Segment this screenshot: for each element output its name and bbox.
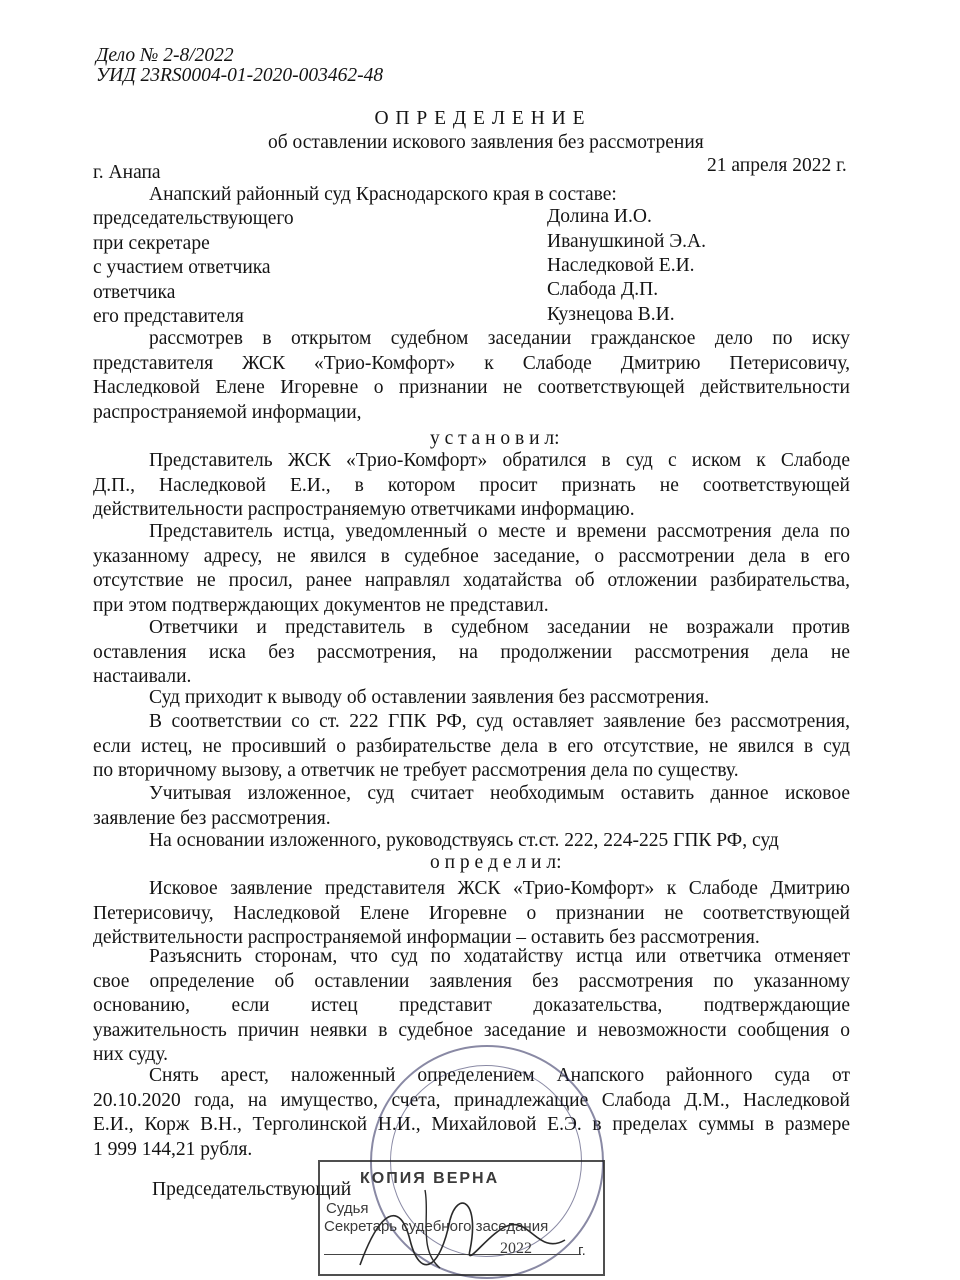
document-title: О П Р Е Д Е Л Е Н И Е	[374, 108, 586, 129]
text-line: Исковое заявление представителя ЖСК «Трио-Комфорт» к Слабоде Дмитрию	[149, 878, 850, 899]
section-heading-ustanovil: у с т а н о в и л:	[430, 428, 560, 449]
text-line: На основании изложенного, руководствуясь ст.ст. 222, 224-225 ГПК РФ, суд	[149, 830, 779, 851]
text-line: Ответчики и представитель в судебном заседании не возражали против	[149, 617, 850, 638]
text-line: Представитель ЖСК «Трио-Комфорт» обратился в суд с иском к Слабоде	[149, 450, 850, 471]
document-subtitle: об оставлении искового заявления без рассмотрения	[268, 132, 704, 153]
section-heading-opredelil: о п р е д е л и л:	[430, 852, 562, 873]
stamp-title: КОПИЯ ВЕРНА	[360, 1170, 500, 1187]
body-paragraph	[93, 520, 850, 618]
stamp-year: 2022	[500, 1240, 532, 1257]
stamp-judge-label: Судья	[326, 1200, 369, 1217]
text-line: Суд приходит к выводу об оставлении заявления без рассмотрения.	[149, 687, 710, 708]
text-line: действительности распространяемой информации – оставить без рассмотрения.	[93, 927, 760, 949]
text-line: основанию, если истец представит доказательства, подтверждающие	[93, 995, 850, 1017]
text-line: заявление без рассмотрения.	[93, 807, 331, 829]
text-line: по вторичному вызову, а ответчик не требует рассмотрения дела по существу.	[93, 760, 739, 782]
text-line: них суду.	[93, 1044, 169, 1066]
text-line: Учитывая изложенное, суд считает необходимым оставить данное исковое	[149, 783, 850, 804]
case-number: Дело № 2-8/2022	[96, 45, 234, 66]
text-line: 1 999 144,21 рубля.	[93, 1138, 253, 1160]
participant-role: ответчика	[93, 282, 176, 303]
body-paragraph	[93, 449, 850, 523]
text-line: представителя ЖСК «Трио-Комфорт» к Слабоде Дмитрию Петерисовичу,	[93, 352, 850, 374]
participant-name: Кузнецова В.И.	[547, 304, 675, 325]
text-line: Наследковой Елене Игоревне о признании не соответствующей действительности	[93, 377, 850, 399]
text-line: Снять арест, наложенный определением Анапского районного суда от	[149, 1065, 850, 1086]
text-line: если истец, не просивший о разбирательстве дела в его отсутствие, не явился в суд	[93, 735, 850, 757]
text-line: Петерисовичу, Наследковой Елене Игоревне о признании не соответствующей	[93, 902, 850, 924]
stamp-year-suffix: г.	[578, 1242, 586, 1259]
text-line: отсутствие не просил, ранее направлял ходатайства об отложении разбирательства,	[93, 570, 850, 592]
participant-role: председательствующего	[93, 208, 294, 229]
participant-name: Наследковой Е.И.	[547, 255, 695, 276]
participant-name: Долина И.О.	[547, 206, 652, 227]
participant-role: с участием ответчика	[93, 257, 271, 278]
text-line: распространяемой информации,	[93, 401, 362, 423]
text-line: 20.10.2020 года, на имущество, счета, принадлежащие Слабода Д.М., Наследковой	[93, 1089, 850, 1111]
text-line: оставления иска без рассмотрения, на продолжении рассмотрения дела не	[93, 641, 850, 663]
body-paragraph	[93, 782, 850, 831]
text-line: действительности распространяемую ответчиками информацию.	[93, 499, 635, 521]
court-composition: Анапский районный суд Краснодарского края в составе:	[149, 184, 617, 205]
text-line: В соответствии со ст. 222 ГПК РФ, суд оставляет заявление без рассмотрения,	[149, 711, 850, 732]
text-line: при этом подтверждающих документов не представил.	[93, 594, 549, 616]
body-paragraph	[93, 616, 850, 690]
place: г. Анапа	[93, 162, 161, 183]
text-line: Д.П., Наследковой Е.И., в котором просит признать не соответствующей	[93, 474, 850, 496]
handwritten-signature	[330, 1170, 630, 1280]
body-paragraph	[93, 710, 850, 784]
participant-name: Иванушкиной Э.А.	[547, 231, 706, 252]
text-line: Разъяснить сторонам, что суд по ходатайству истца или ответчика отменяет	[149, 946, 850, 967]
date: 21 апреля 2022 г.	[707, 155, 847, 176]
signature-label: Председательствующий	[152, 1179, 352, 1200]
text-line: уважительность причин неявки в судебное заседание и невозможности сообщения о	[93, 1019, 850, 1041]
text-line: указанному адресу, не явился в судебное заседание, о рассмотрении дела в его	[93, 545, 850, 567]
body-paragraph	[93, 686, 850, 711]
participant-role: его представителя	[93, 306, 244, 327]
participant-name: Слабода Д.П.	[547, 279, 659, 300]
stamp-secretary-label: Секретарь судебного заседания	[324, 1218, 549, 1235]
text-line: Е.И., Корж В.Н., Терголинской Н.И., Михайловой Е.Э. в пределах суммы в размере	[93, 1114, 850, 1136]
text-line: настаивали.	[93, 666, 192, 688]
participant-role: при секретаре	[93, 233, 210, 254]
ruling-paragraph	[93, 877, 850, 951]
text-line: Представитель истца, уведомленный о месте и времени рассмотрения дела по	[149, 521, 850, 542]
text-line: рассмотрев в открытом судебном заседании гражданское дело по иску	[149, 328, 850, 349]
body-paragraph	[93, 829, 850, 854]
text-line: свое определение об оставлении заявления без рассмотрения по указанному	[93, 970, 850, 992]
case-uid: УИД 23RS0004-01-2020-003462-48	[96, 65, 384, 86]
intro-paragraph	[93, 327, 850, 425]
